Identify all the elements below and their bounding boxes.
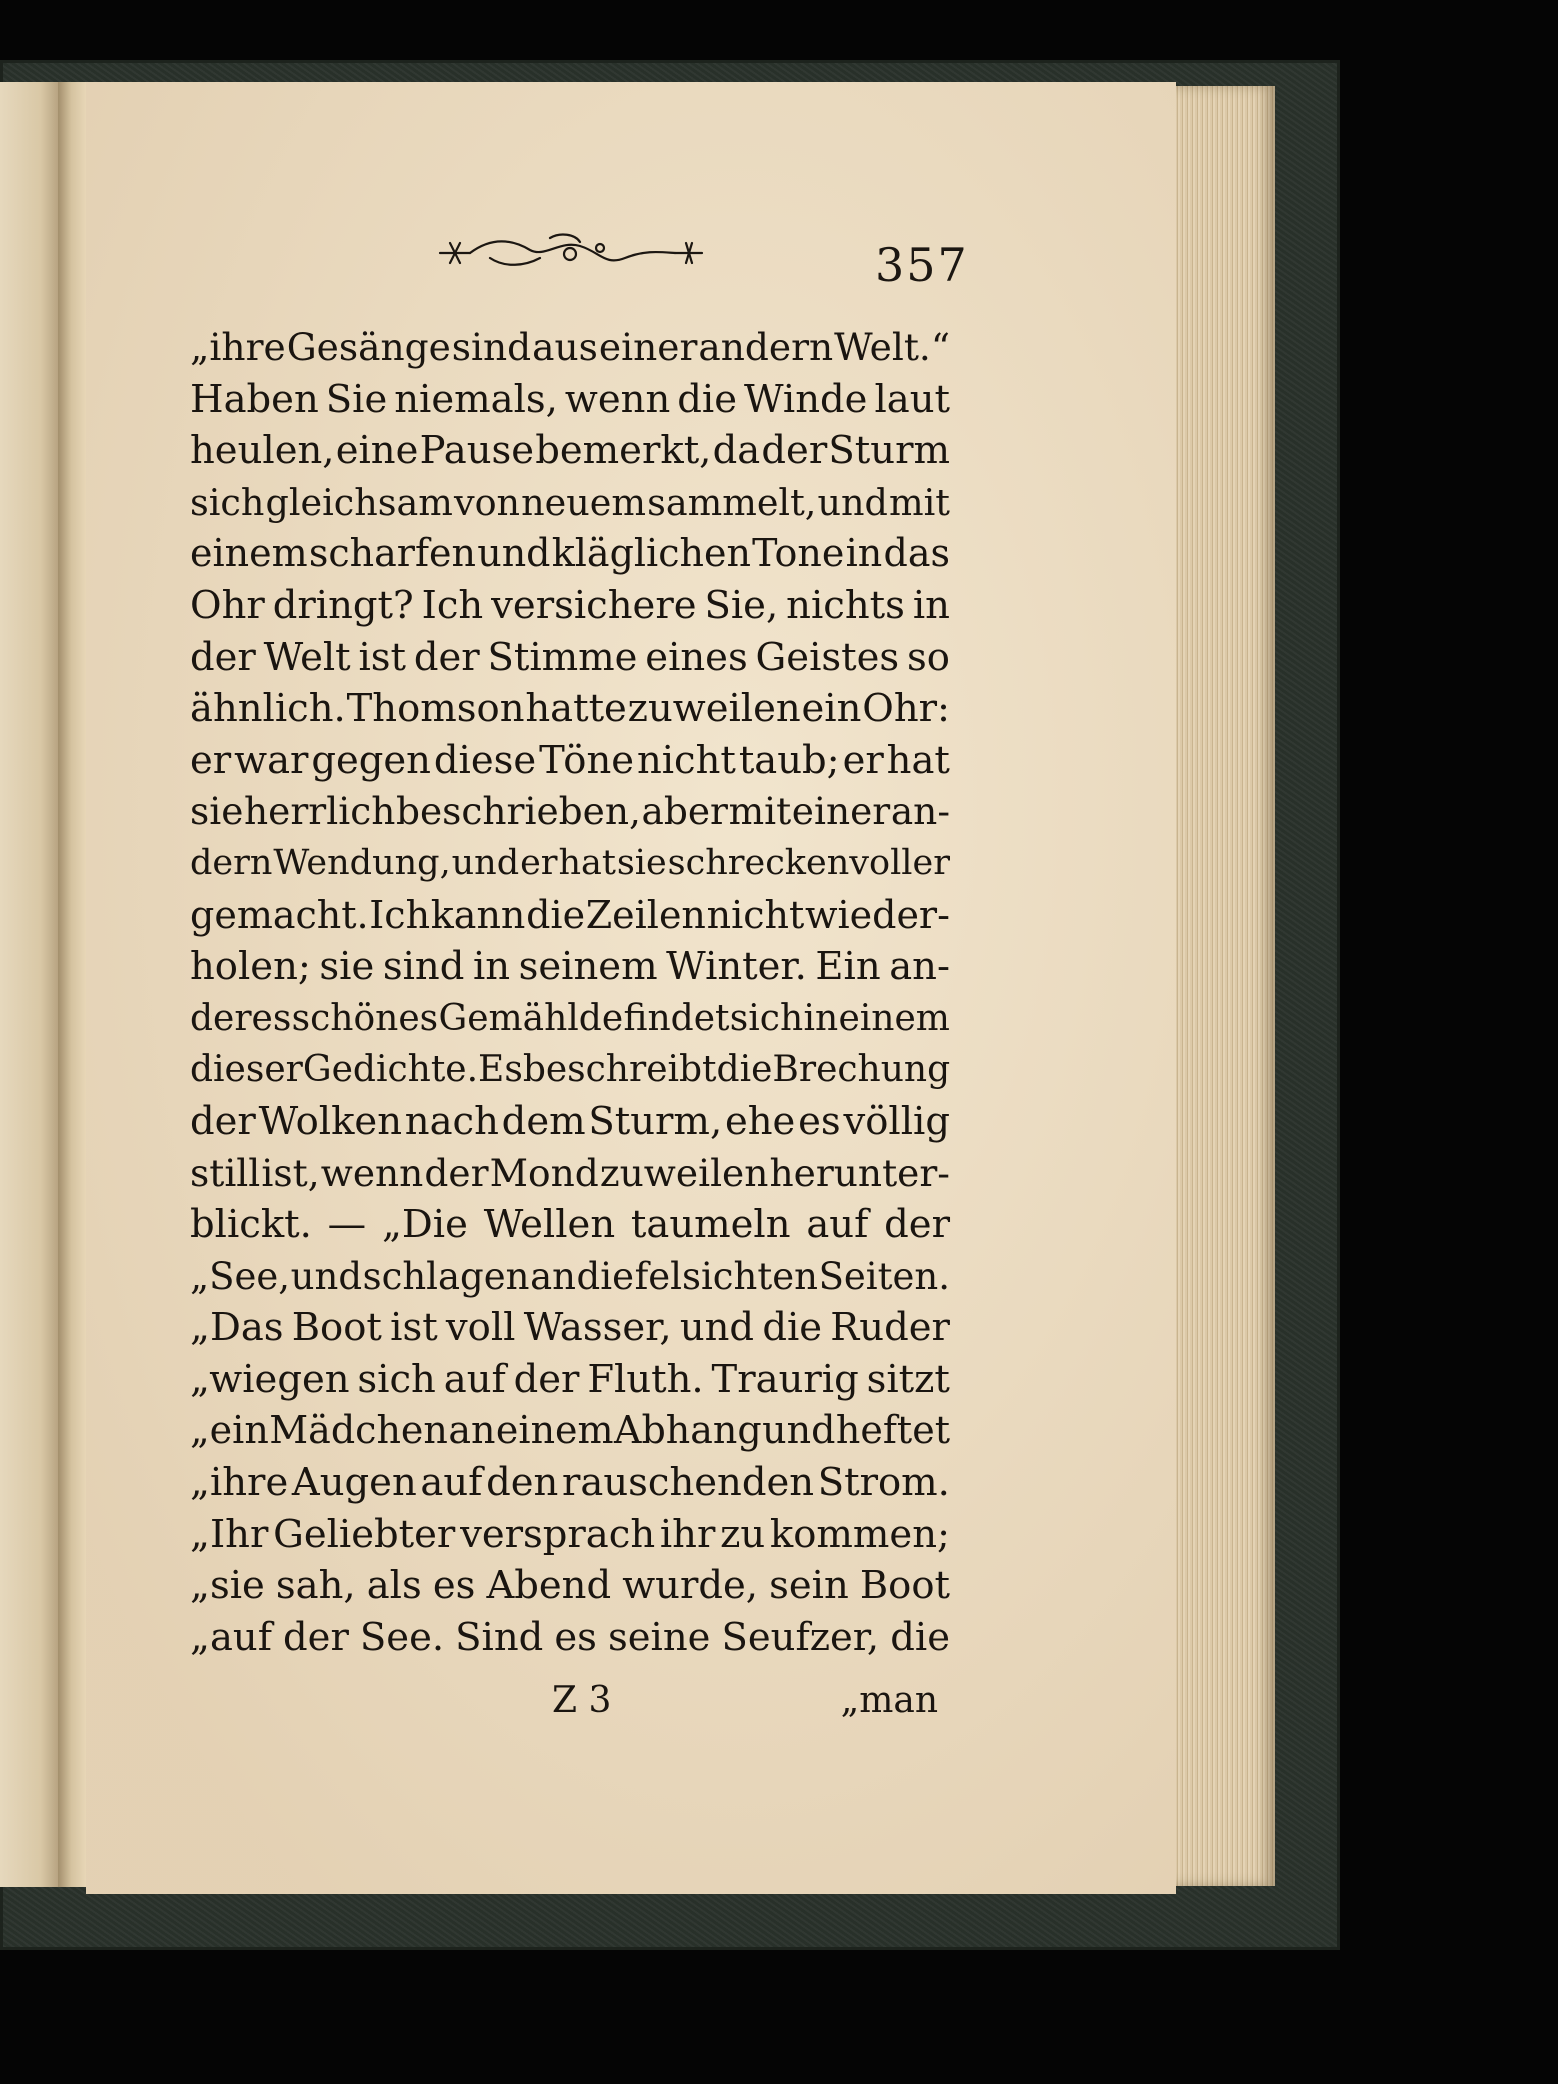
text-line: „Das Boot ist voll Wasser, und die Ruder — [190, 1305, 950, 1351]
text-line: „ihre Augen auf den rauschenden Strom. — [190, 1460, 950, 1506]
text-line: deres schönes Gemählde findet sich in einem — [190, 997, 950, 1039]
text-line: der Wolken nach dem Sturm, ehe es völlig — [190, 1098, 950, 1144]
text-line: blickt. — „Die Wellen taumeln auf der — [190, 1202, 950, 1248]
text-line: still ist, wenn der Mond zuweilen herunter- — [190, 1150, 950, 1195]
text-line: dieser Gedichte. Es beschreibt die Brechung — [190, 1049, 951, 1091]
page-number: 357 — [875, 238, 969, 292]
spine-gutter — [58, 82, 88, 1887]
text-line: „Ihr Geliebter versprach ihr zu kommen; — [190, 1511, 950, 1557]
text-line: „ein Mädchen an einem Abhang und heftet — [190, 1408, 950, 1453]
left-page-edge — [0, 82, 58, 1887]
text-line: der Welt ist der Stimme eines Geistes so — [190, 634, 950, 680]
text-line: Ohr dringt? Ich versichere Sie, nichts in — [190, 582, 950, 628]
text-line: heulen, eine Pause bemerkt, da der Sturm — [190, 428, 950, 474]
text-line: „See, und schlagen an die felsichten Seiten. — [190, 1254, 950, 1298]
text-line: dern Wendung, und er hat sie schreckenvoller — [190, 842, 950, 883]
text-line: „auf der See. Sind es seine Seufzer, die — [190, 1614, 950, 1660]
text-line: einem scharfen und kläglichen Tone in das — [190, 531, 950, 576]
text-line: „sie sah, als es Abend wurde, sein Boot — [190, 1563, 950, 1609]
page-footer — [190, 1680, 950, 1736]
text-line: „wiegen sich auf der Fluth. Traurig sitzt — [190, 1356, 950, 1402]
text-line: Haben Sie niemals, wenn die Winde laut — [190, 376, 950, 422]
text-line: „ihre Gesänge sind aus einer andern Welt.“ — [190, 325, 950, 369]
text-line: ähnlich. Thomson hatte zuweilen ein Ohr: — [190, 686, 950, 732]
text-line: gemacht. Ich kann die Zeilen nicht wieder- — [190, 892, 950, 937]
signature-mark: Z 3 — [552, 1680, 612, 1721]
fleuron-ornament — [430, 228, 710, 278]
text-line: sie herrlich beschrieben, aber mit einer an- — [190, 789, 950, 834]
text-line: sich gleichsam von neuem sammelt, und mit — [190, 480, 950, 524]
catchword: „man — [840, 1680, 938, 1721]
text-line: holen; sie sind in seinem Winter. Ein an- — [190, 944, 950, 990]
text-line: er war gegen diese Töne nicht taub; er hat — [190, 737, 950, 783]
body-text — [190, 322, 950, 1663]
